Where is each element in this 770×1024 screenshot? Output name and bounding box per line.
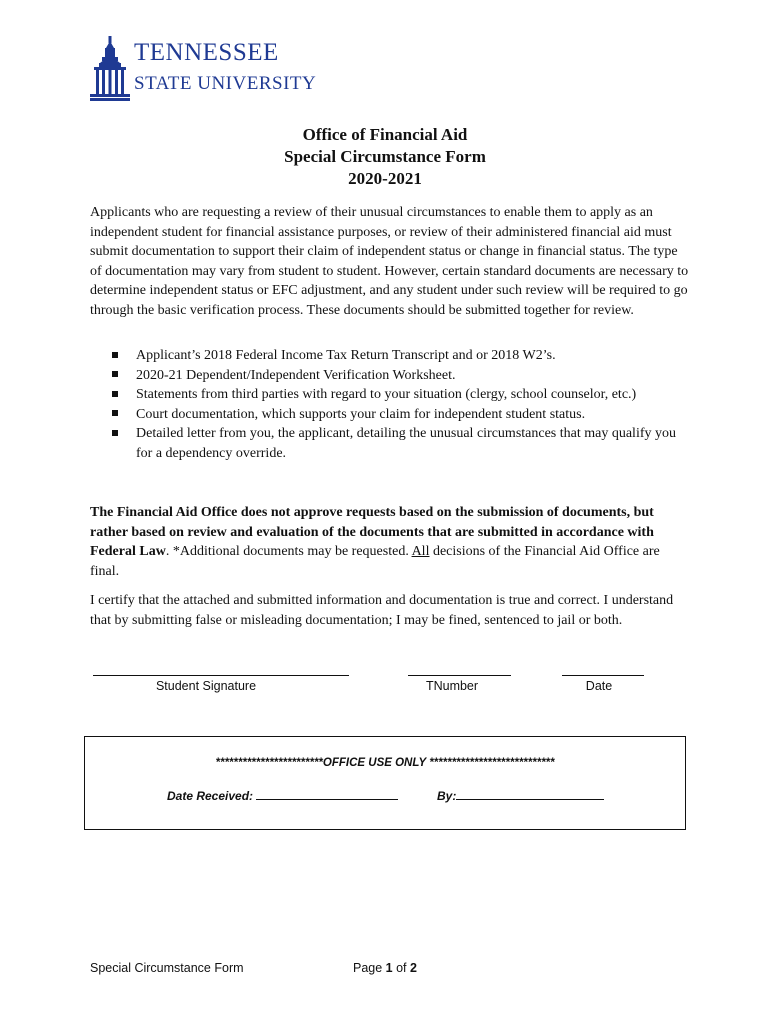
bullet-square-icon bbox=[112, 371, 118, 377]
page-current: 1 bbox=[385, 961, 393, 975]
logo-text-tennessee: TENNESSEE bbox=[134, 39, 279, 66]
footer-page-number bbox=[353, 961, 417, 975]
list-item bbox=[90, 424, 690, 463]
office-use-heading: ************************OFFICE USE ONLY **************************** bbox=[215, 757, 555, 769]
office-use-box bbox=[84, 736, 686, 830]
list-item-text: 2020-21 Dependent/Independent Verification Worksheet. bbox=[136, 367, 456, 383]
tnumber-line[interactable] bbox=[408, 675, 511, 676]
received-by-field bbox=[437, 787, 604, 803]
approval-policy-statement bbox=[90, 503, 690, 581]
list-item-text: Detailed letter from you, the applicant, detailing the unusual circumstances that may qualify you for a dependency override. bbox=[136, 426, 676, 461]
footer-form-name: Special Circumstance Form bbox=[90, 961, 244, 975]
title-form-name: Special Circumstance Form bbox=[284, 147, 486, 166]
intro-paragraph: Applicants who are requesting a review of their unusual circumstances to enable them to apply as an independent student for financial assistance purposes, or review of their administered financial aid must submit documentation to support their claim of independent status or change in financial status. The type of documentation may vary from student to student. However, certain standard documents are necessary to determine independent status or EFC adjustment, and any student under such review will be required to go through the basic verification process. These documents should be submitted together for review. bbox=[90, 205, 689, 318]
student-signature-label: Student Signature bbox=[155, 679, 257, 693]
page-of: of bbox=[392, 961, 410, 975]
page-prefix: Page bbox=[353, 961, 386, 975]
date-received-blank[interactable] bbox=[256, 787, 398, 800]
form-title bbox=[0, 124, 770, 190]
policy-additional-text: . *Additional documents may be requested. bbox=[165, 544, 412, 560]
list-item bbox=[90, 346, 690, 366]
campus-building-icon bbox=[90, 36, 130, 102]
title-office: Office of Financial Aid bbox=[302, 125, 468, 144]
university-logo bbox=[90, 36, 350, 106]
logo-text-state-university: STATE UNIVERSITY bbox=[134, 73, 317, 94]
date-received-field bbox=[167, 787, 398, 803]
bullet-square-icon bbox=[112, 410, 118, 416]
list-item-text: Applicant’s 2018 Federal Income Tax Return Transcript and or 2018 W2’s. bbox=[136, 348, 556, 363]
policy-final-text: decisions of the Financial Aid Office are final. bbox=[90, 544, 660, 579]
received-by-label: By: bbox=[437, 789, 457, 803]
policy-underlined-text: All bbox=[411, 544, 430, 560]
page-total: 2 bbox=[410, 961, 417, 975]
required-documents-list bbox=[90, 346, 690, 464]
bullet-square-icon bbox=[112, 430, 118, 436]
certification-paragraph: I certify that the attached and submitted information and documentation is true and correct. I understand that by submitting false or misleading documentation; I may be fined, sentenced to jail or both. bbox=[90, 593, 674, 628]
list-item bbox=[90, 366, 690, 386]
title-year: 2020-2021 bbox=[348, 169, 422, 188]
list-item bbox=[90, 385, 690, 405]
date-line[interactable] bbox=[562, 675, 644, 676]
received-by-blank[interactable] bbox=[456, 787, 604, 800]
date-label: Date bbox=[585, 679, 613, 693]
tnumber-label: TNumber bbox=[425, 679, 479, 693]
policy-bold-text: The Financial Aid Office does not approve requests based on the submission of documents, but rather based on review and evaluation of the documents that are submitted in accordance with Federal Law bbox=[90, 505, 654, 560]
student-signature-line[interactable] bbox=[93, 675, 349, 676]
list-item-text: Statements from third parties with regard to your situation (clergy, school counselor, etc.) bbox=[136, 387, 637, 403]
list-item-text: Court documentation, which supports your claim for independent student status. bbox=[136, 406, 586, 422]
list-item bbox=[90, 405, 690, 425]
date-received-label: Date Received: bbox=[167, 789, 254, 803]
bullet-square-icon bbox=[112, 391, 118, 397]
bullet-square-icon bbox=[112, 352, 118, 358]
